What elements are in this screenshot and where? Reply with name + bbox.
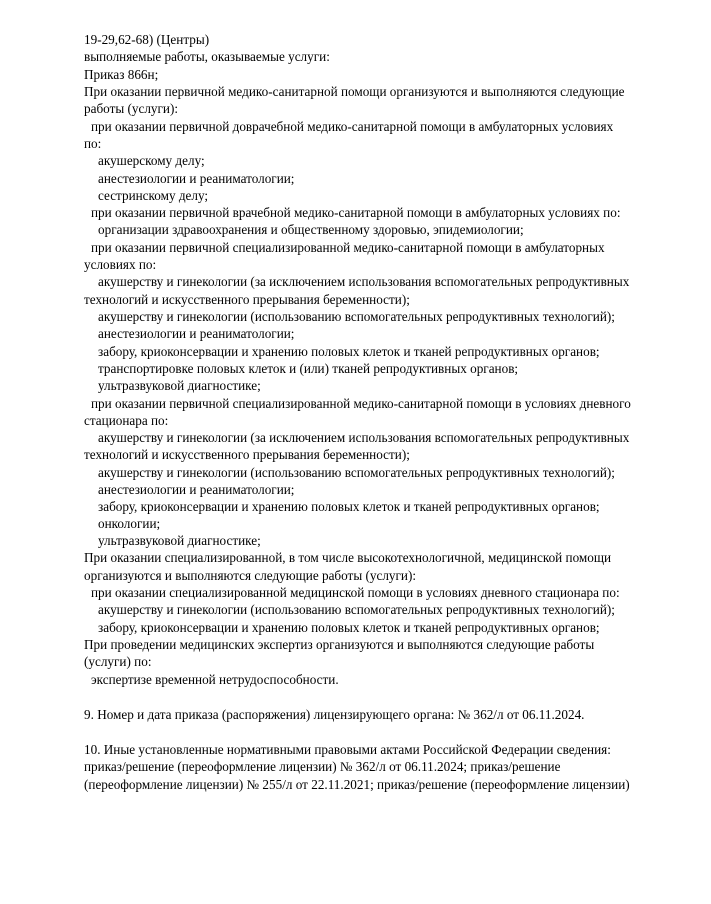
text-line: При оказании первичной медико-санитарной помощи организуются и выполняются следующие: [84, 84, 625, 99]
text-line: организуются и выполняются следующие работы (услуги):: [84, 568, 417, 583]
text-line: при оказании первичной врачебной медико-санитарной помощи в амбулаторных условиях по:: [91, 205, 621, 220]
text-line: условиях по:: [84, 257, 157, 272]
text-line: анестезиологии и реаниматологии;: [98, 482, 295, 497]
text-line: организации здравоохранения и общественному здоровью, эпидемиологии;: [98, 222, 524, 237]
text-line: при оказании первичной доврачебной медико-санитарной помощи в амбулаторных условиях: [91, 119, 614, 134]
text-line: забору, криоконсервации и хранению половых клеток и тканей репродуктивных органов;: [98, 620, 600, 635]
license-order-line: 9. Номер и дата приказа (распоряжения) лицензирующего органа: № 362/л от 06.11.2024.: [84, 707, 585, 722]
text-line: акушерству и гинекологии (за исключением использования вспомогательных репродуктивных: [98, 274, 630, 289]
text-line: онкологии;: [98, 516, 161, 531]
text-line: При оказании специализированной, в том числе высокотехнологичной, медицинской помощи: [84, 550, 612, 565]
text-line: по:: [84, 136, 102, 151]
text-line: при оказании первичной специализированной медико-санитарной помощи в условиях дневного: [91, 396, 631, 411]
text-line: 19-29,62-68) (Центры): [84, 32, 210, 47]
text-line: ультразвуковой диагностике;: [98, 533, 261, 548]
text-line: ультразвуковой диагностике;: [98, 378, 261, 393]
text-line: забору, криоконсервации и хранению половых клеток и тканей репродуктивных органов;: [98, 499, 600, 514]
text-line: анестезиологии и реаниматологии;: [98, 171, 295, 186]
text-line: акушерству и гинекологии (использованию вспомогательных репродуктивных технологий);: [98, 465, 615, 480]
other-info-line: приказ/решение (переоформление лицензии) № 362/л от 06.11.2024; приказ/решение: [84, 759, 561, 774]
other-info-line: 10. Иные установленные нормативными правовыми актами Российской Федерации сведения:: [84, 742, 611, 757]
text-line: при оказании специализированной медицинской помощи в условиях дневного стационара по:: [91, 585, 620, 600]
text-line: транспортировке половых клеток и (или) тканей репродуктивных органов;: [98, 361, 519, 376]
text-line: Приказ 866н;: [84, 67, 159, 82]
text-line: акушерству и гинекологии (использованию вспомогательных репродуктивных технологий);: [98, 309, 615, 324]
text-line: стационара по:: [84, 413, 169, 428]
text-line: при оказании первичной специализированной медико-санитарной помощи в амбулаторных: [91, 240, 605, 255]
text-line: забору, криоконсервации и хранению половых клеток и тканей репродуктивных органов;: [98, 344, 600, 359]
text-line: технологий и искусственного прерывания беременности);: [84, 447, 410, 462]
text-line: акушерству и гинекологии (за исключением использования вспомогательных репродуктивных: [98, 430, 630, 445]
text-line: сестринскому делу;: [98, 188, 209, 203]
text-line: технологий и искусственного прерывания беременности);: [84, 292, 410, 307]
text-line: (услуги) по:: [84, 654, 152, 669]
text-line: анестезиологии и реаниматологии;: [98, 326, 295, 341]
text-line: акушерству и гинекологии (использованию вспомогательных репродуктивных технологий);: [98, 602, 615, 617]
text-line: экспертизе временной нетрудоспособности.: [91, 672, 339, 687]
text-line: выполняемые работы, оказываемые услуги:: [84, 49, 330, 64]
other-info-line: (переоформление лицензии) № 255/л от 22.11.2021; приказ/решение (переоформление лицензии): [84, 777, 630, 792]
text-line: При проведении медицинских экспертиз организуются и выполняются следующие работы: [84, 637, 595, 652]
text-line: акушерскому делу;: [98, 153, 205, 168]
text-line: работы (услуги):: [84, 101, 179, 116]
